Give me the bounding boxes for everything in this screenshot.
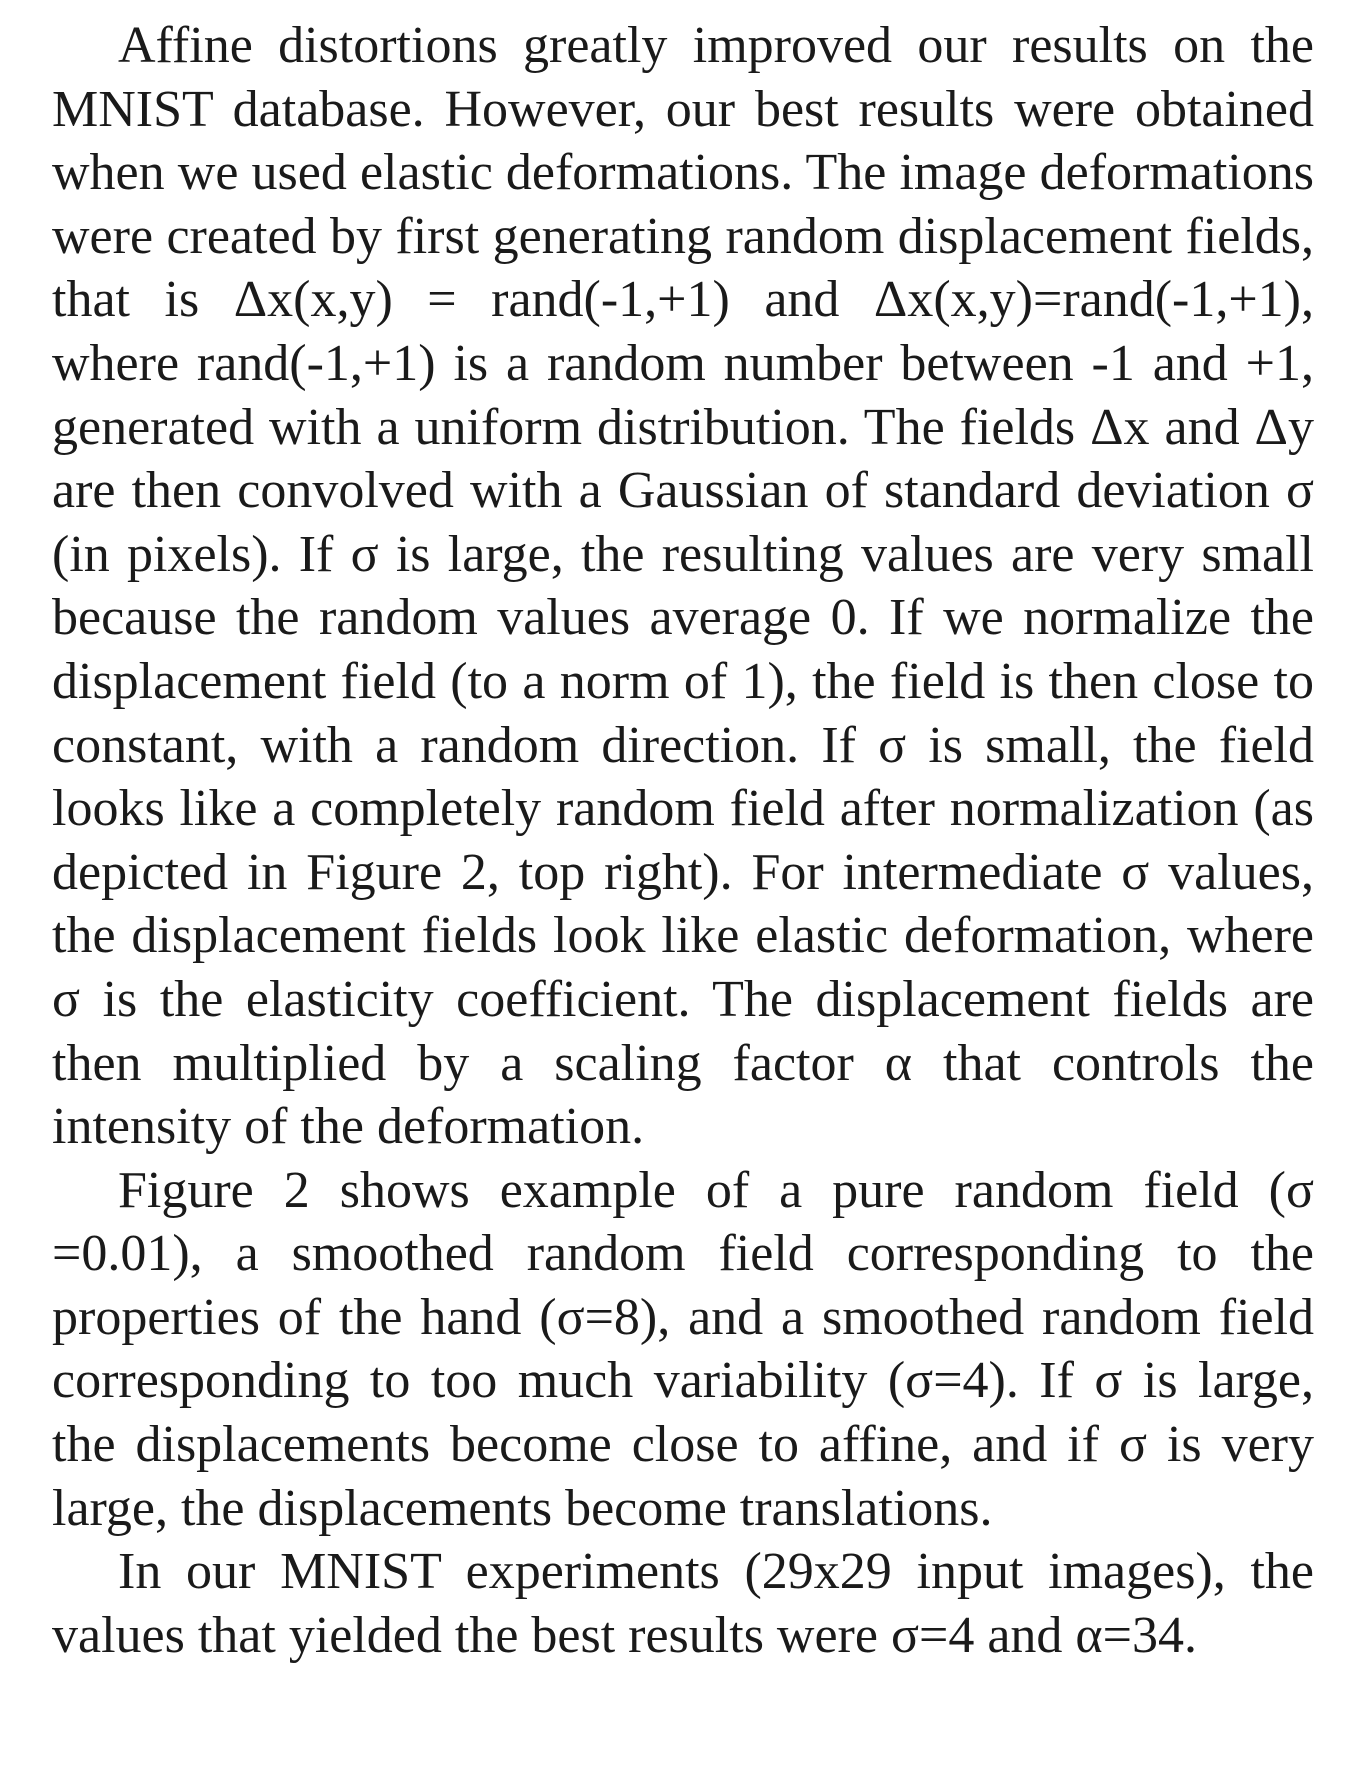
paper-body	[52, 14, 1314, 1667]
paragraph-elastic-deformations: Affine distortions greatly improved our results on the MNIST database. However, our best results were obtained when we used elastic deformations. The image deformations were created by first generating random displacement fields, that is Δx(x,y) = rand(-1,+1) and Δx(x,y)=rand(-1,+1), where rand(-1,+1) is a random number between -1 and +1, generated with a uniform distribution. The fields Δx and Δy are then convolved with a Gaussian of standard deviation σ (in pixels). If σ is large, the resulting values are very small because the random values average 0. If we normalize the displacement field (to a norm of 1), the field is then close to constant, with a random direction. If σ is small, the field looks like a completely random field after normalization (as depicted in Figure 2, top right). For intermediate σ values, the displacement fields look like elastic deformation, where σ is the elasticity coefficient. The displacement fields are then multiplied by a scaling factor α that controls the intensity of the deformation.	[52, 17, 1314, 1156]
paragraph-figure-2-description: Figure 2 shows example of a pure random field (σ =0.01), a smoothed random field corresponding to the properties of the hand (σ=8), and a smoothed random field corresponding to too much variability (σ=4). If σ is large, the displacements become close to affine, and if σ is very large, the displacements become translations.	[52, 1161, 1314, 1537]
paragraph-mnist-experiments: In our MNIST experiments (29x29 input images), the values that yielded the best results were σ=4 and α=34.	[52, 1543, 1314, 1664]
